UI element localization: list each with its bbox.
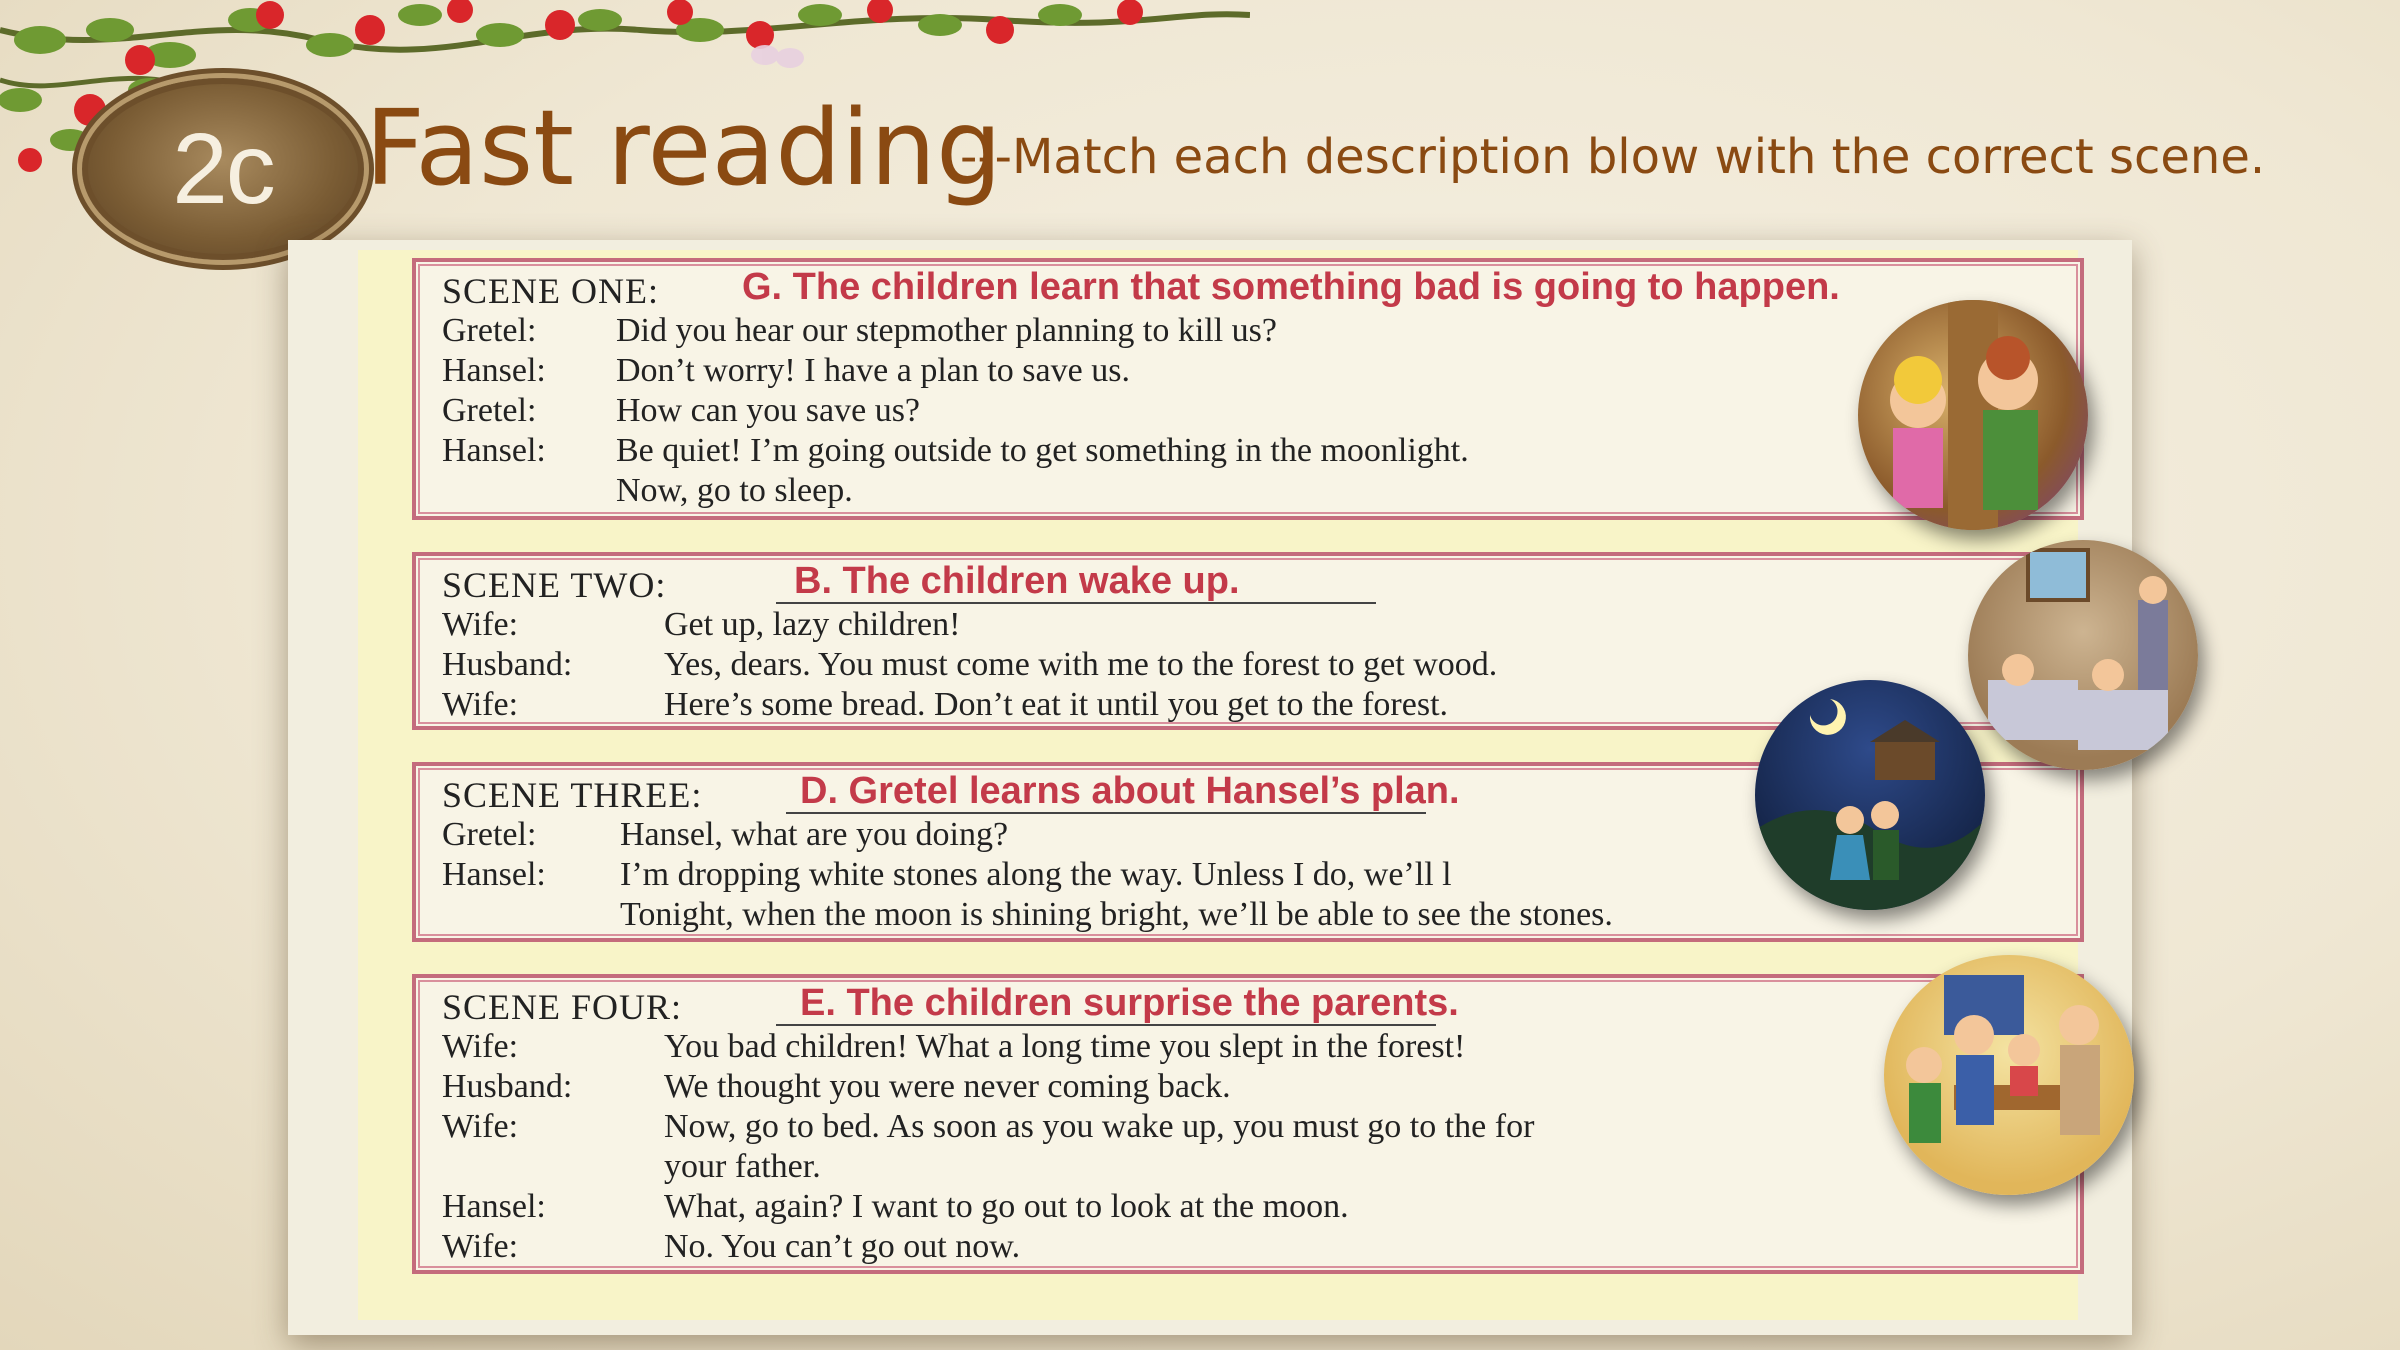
speaker-label: Gretel: [442,816,537,853]
dialogue-text: Be quiet! I’m going outside to get something in the moonlight. [616,432,1469,469]
dialogue-text: Did you hear our stepmother planning to kill us? [616,312,1277,349]
scene-heading: SCENE TWO: [442,565,667,605]
dialogue-text: Hansel, what are you doing? [620,816,1009,853]
night-forest-illustration [1755,680,1985,910]
scene-four-box [412,974,2084,1274]
dialogue-line [442,1068,1231,1106]
dialogue-text: Get up, lazy children! [664,606,961,643]
scene-heading: SCENE THREE: [442,775,703,815]
scene-heading: SCENE ONE: [442,271,659,311]
dialogue-line [442,392,921,430]
speaker-label: Hansel: [442,352,546,389]
dialogue-line [442,312,1277,350]
dialogue-line [442,856,1452,894]
dialogue-text: Here’s some bread. Don’t eat it until you get to the forest. [664,686,1449,723]
dialogue-line [442,432,1469,470]
dialogue-text: I’m dropping white stones along the way. Unless I do, we’ll l [620,856,1452,893]
speaker-label: Hansel: [442,856,546,893]
dialogue-text: Yes, dears. You must come with me to the forest to get wood. [664,646,1498,683]
speaker-label: Wife: [442,1028,519,1065]
dialogue-text: Now, go to bed. As soon as you wake up, you must go to the for [664,1108,1535,1145]
speaker-label: Wife: [442,1108,519,1145]
dialogue-line [442,1188,1349,1226]
speaker-label: Wife: [442,1228,519,1265]
dialogue-text: How can you save us? [616,392,921,429]
speaker-label: Husband: [442,646,573,683]
speaker-label: Wife: [442,606,519,643]
scene-answer: E. The children surprise the parents. [800,982,1459,1024]
dialogue-text: Don’t worry! I have a plan to save us. [616,352,1130,389]
page-title: Fast reading [365,87,1003,209]
speaker-label: Gretel: [442,392,537,429]
scene-answer: D. Gretel learns about Hansel’s plan. [800,770,1460,812]
dialogue-text: We thought you were never coming back. [664,1068,1231,1105]
speaker-label: Wife: [442,686,519,723]
scene-answer: G. The children learn that something bad is going to happen. [742,266,1840,308]
children-waking-illustration [1968,540,2198,770]
dialogue-text: What, again? I want to go out to look at the moon. [664,1188,1349,1225]
speaker-label: Hansel: [442,432,546,469]
dialogue-text: Now, go to sleep. [616,472,853,509]
dialogue-text: You bad children! What a long time you slept in the forest! [664,1028,1466,1065]
dialogue-line [442,1228,1021,1266]
section-plaque [82,78,364,260]
dialogue-text: Tonight, when the moon is shining bright, we’ll be able to see the stones. [620,896,1613,933]
dialogue-text: your father. [664,1148,821,1185]
section-label: 2c [172,112,274,225]
dialogue-line [442,1108,1535,1146]
speaker-label: Gretel: [442,312,537,349]
dialogue-line [442,1028,1466,1066]
speaker-label: Husband: [442,1068,573,1105]
page-subtitle: ---Match each description blow with the correct scene. [960,129,2266,185]
dialogue-line [442,646,1498,684]
dialogue-line [442,686,1449,724]
speaker-label: Hansel: [442,1188,546,1225]
scene-heading: SCENE FOUR: [442,987,683,1027]
dialogue-text: No. You can’t go out now. [664,1228,1021,1265]
children-hiding-illustration [1858,300,2088,530]
family-table-illustration [1884,955,2134,1195]
dialogue-line [442,352,1130,390]
dialogue-line [442,816,1009,854]
scene-one-box [412,258,2084,520]
dialogue-line [442,606,961,644]
scene-answer: B. The children wake up. [794,560,1240,602]
